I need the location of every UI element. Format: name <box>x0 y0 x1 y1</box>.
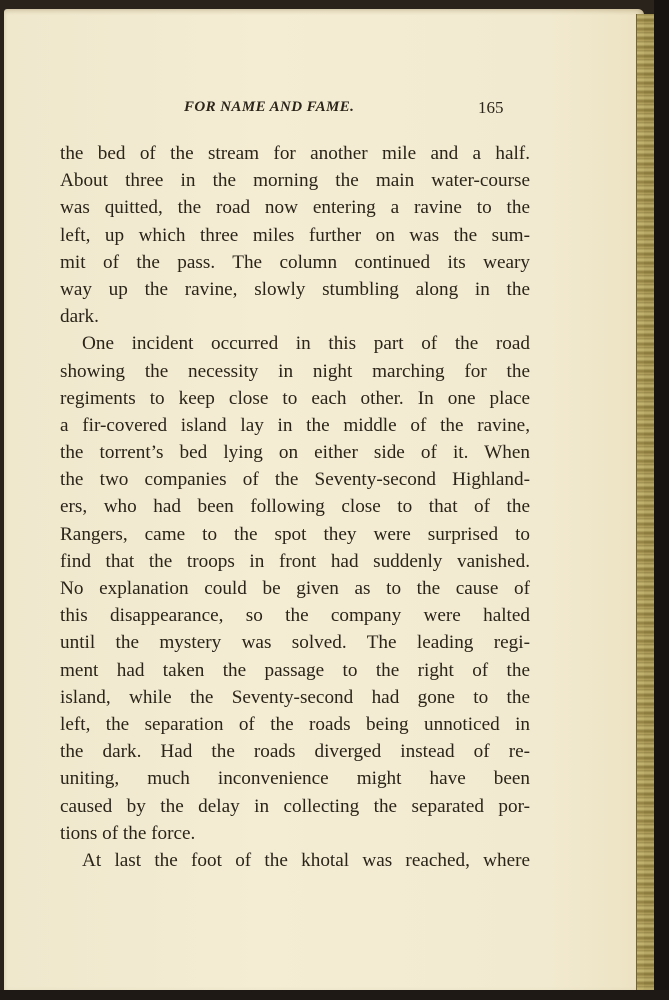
text-line: One incident occurred in this part of the road <box>82 333 530 355</box>
text-line: a fir-covered island lay in the middle of the ravine, <box>60 414 530 436</box>
text-line: island, while the Seventy-second had gone to the <box>60 686 530 708</box>
text-line: regiments to keep close to each other. In one place <box>60 387 530 409</box>
binding-shadow <box>654 0 669 1000</box>
text-line: the two companies of the Seventy-second Highland- <box>60 469 530 491</box>
text-line: tions of the force. <box>60 822 196 844</box>
text-line: find that the troops in front had suddenly vanished. <box>60 550 530 572</box>
body-text <box>60 140 530 874</box>
text-line: mit of the pass. The column continued its weary <box>60 251 530 273</box>
text-line: the torrent’s bed lying on either side of it. When <box>60 442 530 464</box>
text-line: At last the foot of the khotal was reached, where <box>82 849 530 871</box>
text-line: way up the ravine, slowly stumbling along in the <box>60 278 530 300</box>
text-line: Rangers, came to the spot they were surprised to <box>60 523 530 545</box>
bottom-edge-shadow <box>0 990 669 1000</box>
text-line: showing the necessity in night marching for the <box>60 360 530 382</box>
text-line: About three in the morning the main water-course <box>60 170 530 192</box>
text-line: this disappearance, so the company were halted <box>60 605 530 627</box>
text-line: left, the separation of the roads being unnoticed in <box>60 713 530 735</box>
text-line: was quitted, the road now entering a ravine to the <box>60 197 530 219</box>
page-number: 165 <box>478 98 504 117</box>
text-line: ers, who had been following close to that of the <box>60 496 530 518</box>
text-line: caused by the delay in collecting the separated por- <box>60 795 530 817</box>
text-line: until the mystery was solved. The leading regi- <box>60 632 530 654</box>
text-line: left, up which three miles further on was the sum- <box>60 224 530 246</box>
text-line: ment had taken the passage to the right of the <box>60 659 530 681</box>
page-header <box>60 97 520 121</box>
text-line: the bed of the stream for another mile and a half. <box>60 143 530 164</box>
text-line: the dark. Had the roads diverged instead of re- <box>60 741 530 763</box>
text-line: uniting, much inconvenience might have been <box>60 768 530 790</box>
running-title: FOR NAME AND FAME. <box>184 99 355 115</box>
text-line: dark. <box>60 306 99 328</box>
text-line: No explanation could be given as to the cause of <box>60 578 530 599</box>
